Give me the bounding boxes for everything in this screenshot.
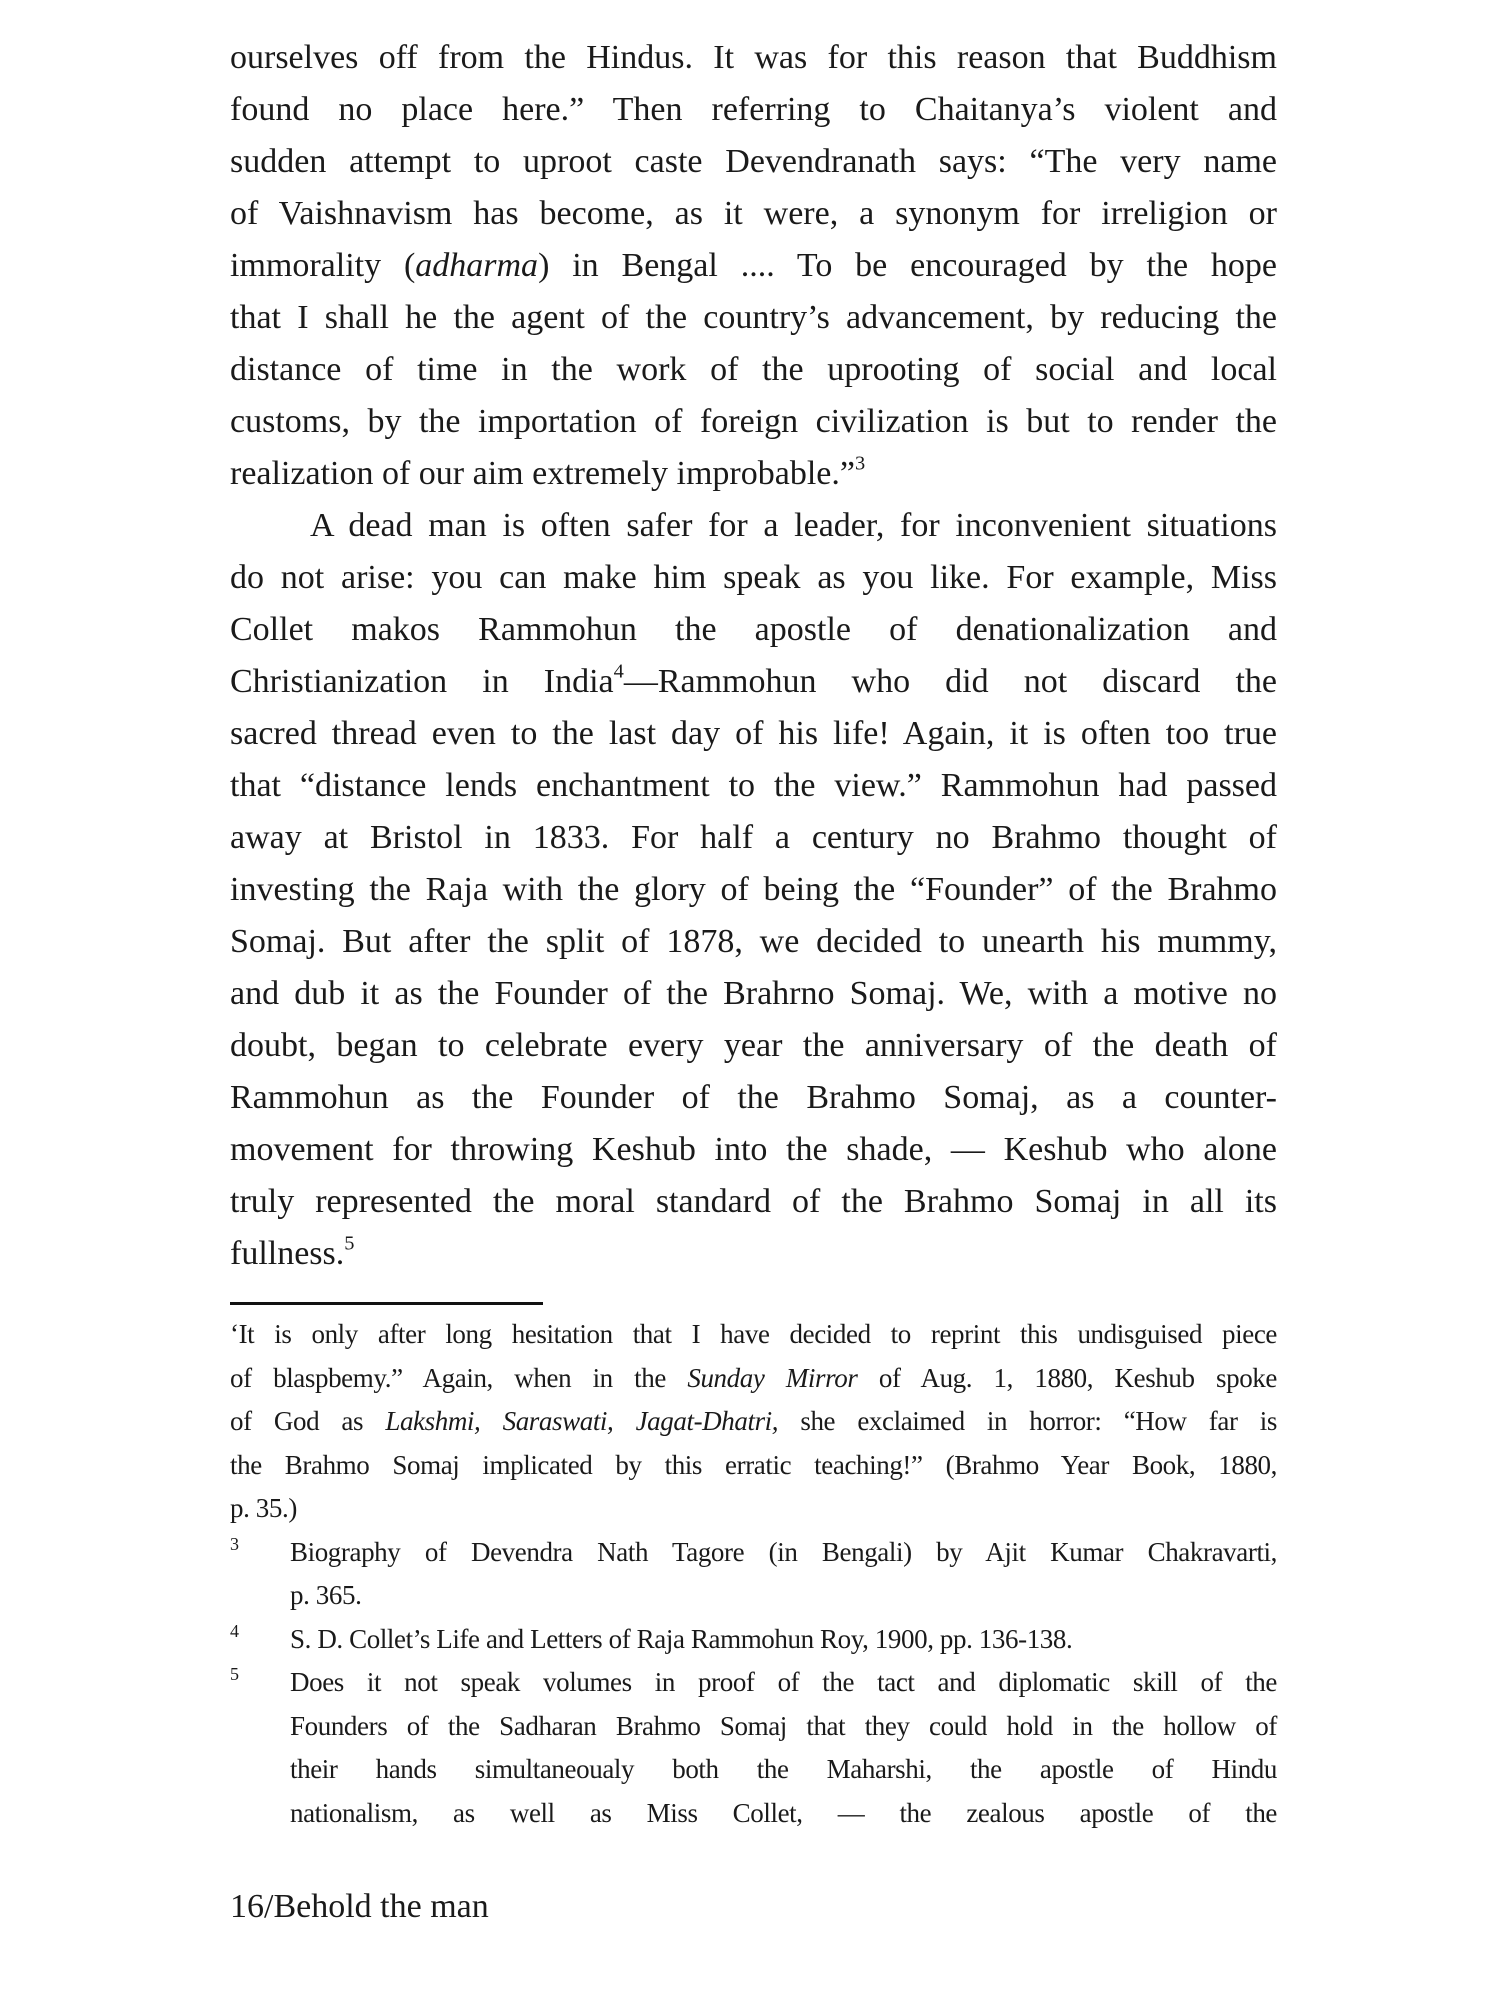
- text-segment: p. 365.: [290, 1580, 362, 1610]
- text-line: [230, 188, 1277, 240]
- footnote-line: [230, 1357, 1277, 1401]
- text-line: [230, 812, 1277, 864]
- text-segment: fullness.: [230, 1235, 345, 1272]
- text-line: [230, 448, 1277, 500]
- text-segment: A dead man is often safer for a leader, for inconvenient situations: [310, 507, 1277, 544]
- footnote-line: [230, 1313, 1277, 1357]
- footnote-line: [230, 1444, 1277, 1488]
- footnote-line: [230, 1574, 1277, 1618]
- text-line: [230, 240, 1277, 292]
- page-footer: 16/Behold the man: [230, 1888, 489, 1925]
- footnote-number: 4: [230, 1620, 239, 1641]
- text-line: [230, 1072, 1277, 1124]
- text-segment: Biography of Devendra Nath Tagore (in Bengali) by Ajit Kumar Chakravarti,: [290, 1536, 1277, 1567]
- footnote-line: [230, 1487, 1277, 1531]
- footnote-line: [230, 1792, 1277, 1836]
- footnote-divider: [230, 1302, 543, 1305]
- text-line: [230, 344, 1277, 396]
- footnote-reference: 3: [854, 452, 866, 475]
- text-line: [230, 136, 1277, 188]
- text-line: [230, 604, 1277, 656]
- text-segment: do not arise: you can make him speak as you like. For example, Miss: [230, 559, 1277, 596]
- text-segment: Rammohun as the Founder of the Brahmo Somaj, as a counter-: [230, 1079, 1277, 1116]
- text-segment: she exclaimed in horror: “How far is: [778, 1406, 1277, 1436]
- footnote-line: [230, 1618, 1277, 1662]
- text-segment: distance of time in the work of the uprooting of social and local: [230, 351, 1277, 388]
- footnote-line: [230, 1400, 1277, 1444]
- italic-text: Sunday Mirror: [687, 1362, 858, 1393]
- text-line: [230, 864, 1277, 916]
- text-segment: investing the Raja with the glory of being the “Founder” of the Brahmo: [230, 871, 1277, 908]
- text-segment: Founders of the Sadharan Brahmo Somaj that they could hold in the hollow of: [290, 1710, 1277, 1741]
- footnote-number: 5: [230, 1664, 239, 1684]
- text-segment: customs, by the importation of foreign civilization is but to render the: [230, 403, 1277, 440]
- text-line: [230, 1124, 1277, 1176]
- text-line: [230, 708, 1277, 760]
- text-segment: of Aug. 1, 1880, Keshub spoke: [857, 1362, 1277, 1393]
- footnote-line: [230, 1661, 1277, 1705]
- text-line: [230, 968, 1277, 1020]
- text-segment: of Vaishnavism has become, as it were, a synonym for irreligion or: [230, 195, 1277, 232]
- text-segment: truly represented the moral standard of the Brahmo Somaj in all its: [230, 1183, 1277, 1220]
- text-line: [230, 1020, 1277, 1072]
- text-segment: Does it not speak volumes in proof of the tact and diplomatic skill of the: [290, 1667, 1277, 1697]
- text-line: [230, 552, 1277, 604]
- text-line: [230, 84, 1277, 136]
- text-segment: and dub it as the Founder of the Brahrno Somaj. We, with a motive no: [230, 975, 1277, 1012]
- text-segment: of blaspbemy.” Again, when in the: [230, 1362, 688, 1393]
- text-line: [230, 396, 1277, 448]
- text-segment: Collet makos Rammohun the apostle of denationalization and: [230, 611, 1277, 648]
- text-segment: away at Bristol in 1833. For half a century no Brahmo thought of: [230, 819, 1277, 856]
- text-segment: Somaj. But after the split of 1878, we decided to unearth his mummy,: [230, 923, 1277, 960]
- text-segment: p. 35.): [230, 1493, 297, 1523]
- body-text: [230, 32, 1277, 1280]
- text-segment: the Brahmo Somaj implicated by this erratic teaching!” (Brahmo Year Book, 1880,: [230, 1449, 1277, 1480]
- text-segment: movement for throwing Keshub into the shade, — Keshub who alone: [230, 1131, 1277, 1168]
- text-segment: ourselves off from the Hindus. It was for this reason that Buddhism: [230, 39, 1277, 76]
- text-segment: ) in Bengal .... To be encouraged by the hope: [538, 247, 1277, 284]
- text-segment: —Rammohun who did not discard the: [623, 663, 1277, 700]
- italic-text: Lakshmi, Saraswati, Jagat-Dhatri,: [385, 1406, 779, 1436]
- text-segment: S. D. Collet’s Life and Letters of Raja Rammohun Roy, 1900, pp. 136-138.: [290, 1623, 1073, 1654]
- text-segment: sudden attempt to uproot caste Devendranath says: “The very name: [230, 143, 1277, 180]
- text-segment: nationalism, as well as Miss Collet, — the zealous apostle of the: [290, 1797, 1277, 1828]
- text-segment: that “distance lends enchantment to the view.” Rammohun had passed: [230, 767, 1277, 804]
- text-line: [230, 760, 1277, 812]
- text-line: [230, 292, 1277, 344]
- text-segment: that I shall he the agent of the country’s advancement, by reducing the: [230, 299, 1277, 336]
- italic-text: adharma: [415, 247, 539, 284]
- text-segment: immorality (: [230, 247, 416, 284]
- text-segment: realization of our aim extremely improbable.”: [230, 455, 855, 492]
- footnote-reference: 5: [344, 1232, 355, 1255]
- text-line: [230, 32, 1277, 84]
- footnote-line: [230, 1705, 1277, 1749]
- text-line: [230, 1228, 1277, 1280]
- text-segment: Christianization in India: [230, 663, 614, 700]
- footnote-line: [230, 1531, 1277, 1575]
- text-segment: found no place here.” Then referring to Chaitanya’s violent and: [230, 91, 1277, 128]
- text-segment: their hands simultaneoualy both the Maharshi, the apostle of Hindu: [290, 1754, 1277, 1784]
- text-line: [230, 656, 1277, 708]
- text-segment: ‘It is only after long hesitation that I have decided to reprint this undisguised piece: [230, 1319, 1277, 1349]
- footnotes: [230, 1313, 1277, 1835]
- footnote-line: [230, 1748, 1277, 1792]
- text-line: [230, 1176, 1277, 1228]
- text-segment: of God as: [230, 1406, 386, 1436]
- footnote-reference: 4: [613, 660, 624, 683]
- text-segment: doubt, began to celebrate every year the anniversary of the death of: [230, 1027, 1277, 1064]
- text-line: [230, 500, 1277, 552]
- text-segment: sacred thread even to the last day of his life! Again, it is often too true: [230, 715, 1277, 752]
- text-line: [230, 916, 1277, 968]
- footnote-number: 3: [230, 1533, 239, 1554]
